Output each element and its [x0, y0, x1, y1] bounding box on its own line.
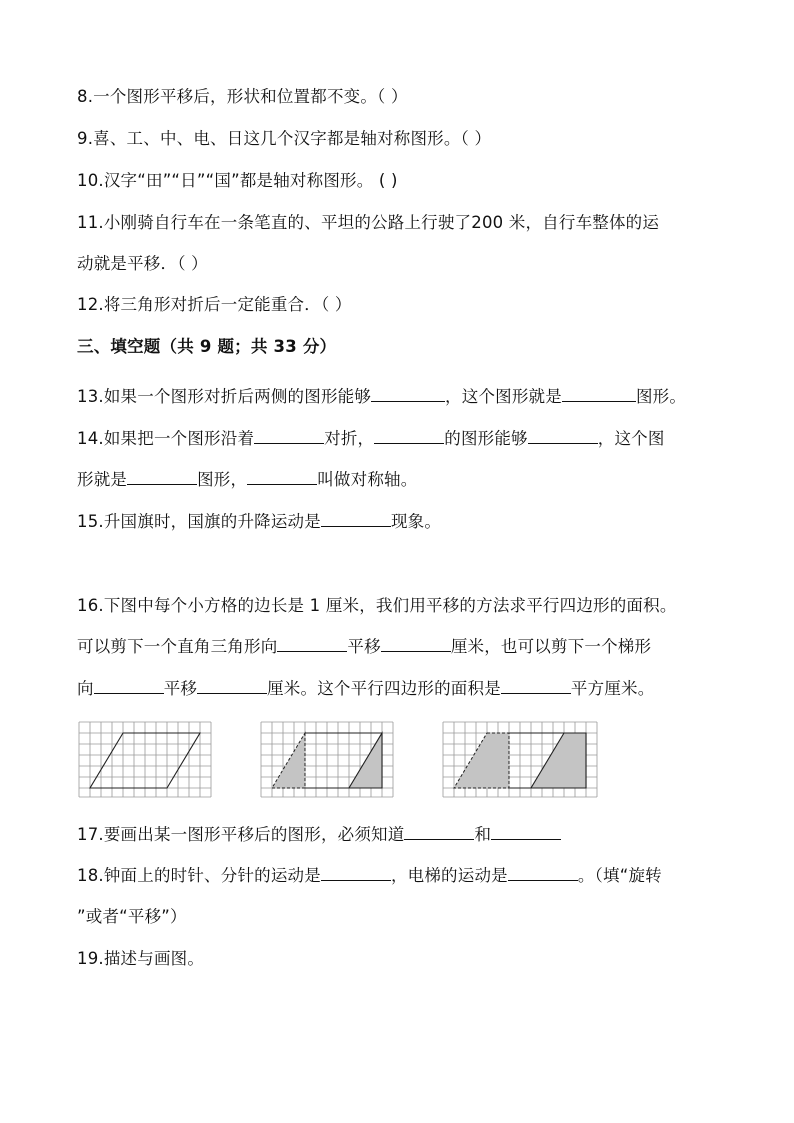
trapezoid-translation-figure [442, 721, 606, 799]
answer-blank[interactable] [508, 865, 578, 881]
question-16-line-3: 向 平移 厘米。这个平行四边形的面积是 平方厘米。 [77, 679, 655, 698]
answer-blank[interactable] [321, 865, 391, 881]
answer-blank[interactable] [321, 511, 391, 527]
parallelogram-grid-figure [78, 721, 214, 799]
moved-triangle [349, 733, 382, 788]
question-14-line-1: 14.如果把一个图形沿着 对折， 的图形能够 ，这个图 [77, 429, 665, 448]
answer-blank[interactable] [562, 386, 636, 402]
moved-trapezoid [531, 733, 586, 788]
section-3-heading: 三、填空题（共 9 题；共 33 分） [77, 337, 337, 356]
question-18-line-1: 18.钟面上的时针、分针的运动是 ，电梯的运动是 。（填“旋转 [77, 866, 662, 885]
question-19: 19.描述与画图。 [77, 949, 205, 968]
question-17: 17.要画出某一图形平移后的图形，必须知道 和 [77, 824, 561, 846]
question-8: 8.一个图形平移后，形状和位置都不变。（ ） [77, 87, 408, 106]
question-13: 13.如果一个图形对折后两侧的图形能够 ，这个图形就是 图形。 [77, 387, 687, 406]
answer-blank[interactable] [491, 824, 561, 840]
answer-blank[interactable] [374, 428, 444, 444]
answer-blank[interactable] [254, 428, 324, 444]
answer-blank[interactable] [528, 428, 598, 444]
answer-blank[interactable] [404, 824, 474, 840]
question-9: 9.喜、工、中、电、日这几个汉字都是轴对称图形。（ ） [77, 129, 492, 148]
question-16-line-2: 可以剪下一个直角三角形向 平移 厘米，也可以剪下一个梯形 [77, 637, 652, 656]
question-18-line-2: ”或者“平移”） [77, 907, 187, 926]
answer-blank[interactable] [277, 636, 347, 652]
triangle-translation-figure [260, 721, 396, 799]
answer-blank[interactable] [381, 636, 451, 652]
answer-blank[interactable] [371, 386, 445, 402]
answer-blank[interactable] [247, 469, 317, 485]
question-11-line-2: 动就是平移．（ ） [77, 254, 208, 273]
question-12: 12.将三角形对折后一定能重合．（ ） [77, 295, 352, 314]
answer-blank[interactable] [197, 678, 267, 694]
question-14-line-2: 形就是 图形， 叫做对称轴。 [77, 470, 418, 489]
question-11-line-1: 11.小刚骑自行车在一条笔直的、平坦的公路上行驶了200 米，自行车整体的运 [77, 213, 660, 232]
cut-triangle-dashed [272, 733, 305, 788]
question-15: 15.升国旗时，国旗的升降运动是 现象。 [77, 512, 442, 531]
cut-trapezoid-dashed [454, 733, 509, 788]
answer-blank[interactable] [501, 678, 571, 694]
answer-blank[interactable] [127, 469, 197, 485]
question-10: 10.汉字“田”“日”“国”都是轴对称图形。 ( ) [77, 171, 398, 190]
answer-blank[interactable] [94, 678, 164, 694]
question-16-line-1: 16.下图中每个小方格的边长是 1 厘米，我们用平移的方法求平行四边形的面积。 [77, 596, 677, 615]
